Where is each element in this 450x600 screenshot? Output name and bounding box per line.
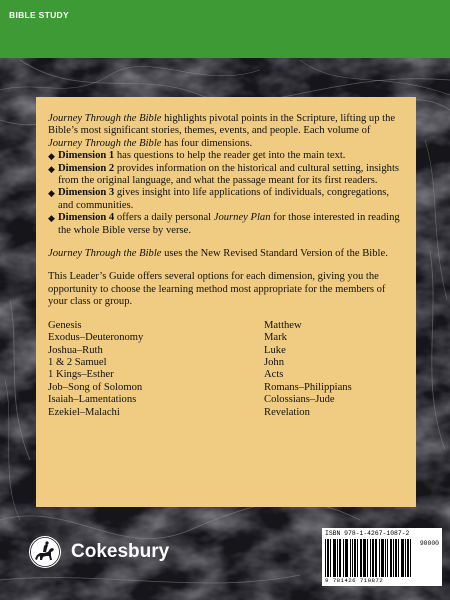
- dimension-label: Dimension 1: [58, 150, 115, 162]
- series-title: Journey Through the Bible: [48, 113, 162, 124]
- barcode: [322, 528, 442, 586]
- series-title: Journey Through the Bible: [48, 248, 162, 260]
- list-item: Romans–Philippians: [264, 381, 352, 393]
- dimension-text: gives insight into life applications of individuals, congregations, and communities.: [58, 187, 390, 211]
- list-item: Genesis: [48, 319, 82, 331]
- diamond-bullet-icon: ◆: [48, 163, 55, 174]
- price-code: 90000: [419, 540, 439, 547]
- old-testament-list: [48, 320, 264, 419]
- header-bar: [0, 0, 450, 58]
- publisher-logo: [28, 535, 169, 569]
- dimension-text: for those interested in reading the whole Bible verse by verse.: [58, 212, 400, 236]
- list-item: Ezekiel–Malachi: [48, 406, 120, 418]
- diamond-bullet-icon: ◆: [48, 188, 55, 199]
- dimension-label: Dimension 2: [58, 162, 115, 174]
- list-item: Mark: [264, 332, 287, 344]
- version-paragraph: [48, 248, 404, 260]
- list-item: Job–Song of Solomon: [48, 381, 143, 393]
- list-item: Isaiah–Lamentations: [48, 394, 137, 406]
- list-item: [48, 212, 404, 237]
- diamond-bullet-icon: ◆: [48, 151, 55, 162]
- list-item: Acts: [264, 369, 284, 381]
- list-item: Exodus–Deuteronomy: [48, 332, 144, 344]
- book-list: [48, 320, 404, 419]
- list-item: Joshua–Ruth: [48, 344, 103, 356]
- list-item: Matthew: [264, 319, 302, 331]
- list-item: John: [264, 356, 285, 368]
- list-item: Luke: [264, 344, 286, 356]
- dimension-text: offers a daily personal: [114, 212, 214, 224]
- list-item: [48, 163, 404, 188]
- new-testament-list: [264, 320, 352, 419]
- series-title: Journey Through the Bible: [48, 137, 162, 149]
- description-panel: [36, 97, 416, 507]
- journey-plan-title: Journey Plan: [213, 212, 271, 224]
- dimension-list: [48, 150, 404, 237]
- list-item: Colossians–Jude: [264, 394, 335, 406]
- horse-rider-seal-icon: [28, 535, 62, 569]
- list-item: 1 Kings–Esther: [48, 369, 114, 381]
- dimension-text: provides information on the historical and cultural setting, insights from the original language, and what the passage meant for its first readers.: [58, 162, 400, 187]
- list-item: [48, 150, 404, 162]
- dimension-label: Dimension 3: [58, 187, 115, 199]
- intro-text: highlights pivotal points in the Scripture, lifting up the Bible’s most significant stories, themes, events, and people. Each volume of: [48, 113, 396, 137]
- intro-text: has four dimensions.: [161, 137, 253, 149]
- dimension-text: has questions to help the reader get into the main text.: [114, 150, 346, 162]
- dimension-label: Dimension 4: [58, 212, 115, 224]
- list-item: Revelation: [264, 406, 310, 418]
- diamond-bullet-icon: ◆: [48, 213, 55, 224]
- barcode-bars: [325, 539, 413, 577]
- version-text: uses the New Revised Standard Version of the Bible.: [161, 248, 388, 260]
- isbn-number: ISBN 978-1-4267-1087-2: [325, 530, 410, 537]
- intro-paragraph: [48, 113, 404, 150]
- list-item: 1 & 2 Samuel: [48, 356, 107, 368]
- list-item: [48, 187, 404, 212]
- section-label: BIBLE STUDY: [9, 10, 69, 20]
- barcode-digits: 9 781426 710872: [325, 577, 384, 584]
- leader-guide-paragraph: This Leader’s Guide offers several options for each dimension, giving you the opportunity to choose the learning method most appropriate for the members of your class or group.: [48, 271, 386, 308]
- publisher-name: Cokesbury: [71, 541, 170, 562]
